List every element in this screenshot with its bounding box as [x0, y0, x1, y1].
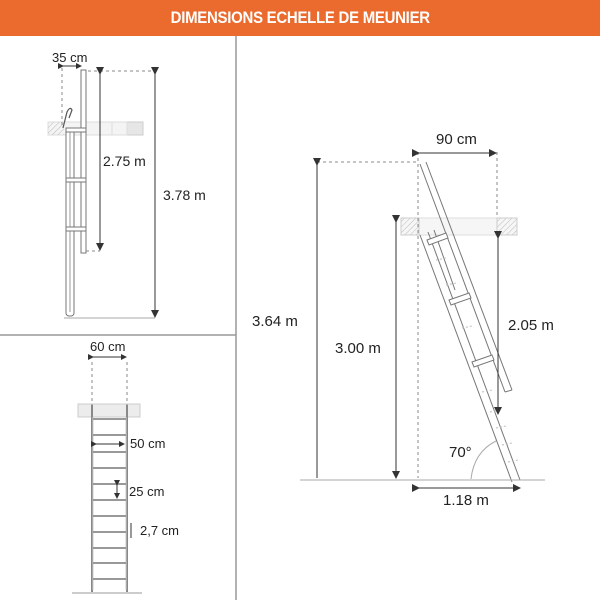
installed-view — [252, 131, 554, 509]
side-depth-label: 35 cm — [52, 50, 88, 65]
page-title: DIMENSIONS ECHELLE DE MEUNIER — [170, 8, 430, 27]
side-view — [48, 50, 206, 318]
side-total-height-label: 3.78 m — [163, 187, 206, 203]
front-rung-spacing-label: 25 cm — [129, 484, 165, 499]
side-opening-height-label: 2.75 m — [103, 153, 146, 169]
installed-angle-label: 70° — [449, 444, 472, 461]
installed-opening-height-label: 2.05 m — [508, 317, 554, 334]
installed-overhang-label: 90 cm — [436, 131, 477, 148]
installed-base-length-label: 1.18 m — [443, 492, 489, 509]
front-outer-width-label: 60 cm — [90, 339, 126, 354]
front-view — [72, 339, 179, 593]
front-inner-width-label: 50 cm — [130, 436, 166, 451]
installed-total-height-label: 3.64 m — [252, 313, 298, 330]
front-rung-thickness-label: 2,7 cm — [140, 523, 180, 538]
installed-floor-height-label: 3.00 m — [335, 340, 381, 357]
